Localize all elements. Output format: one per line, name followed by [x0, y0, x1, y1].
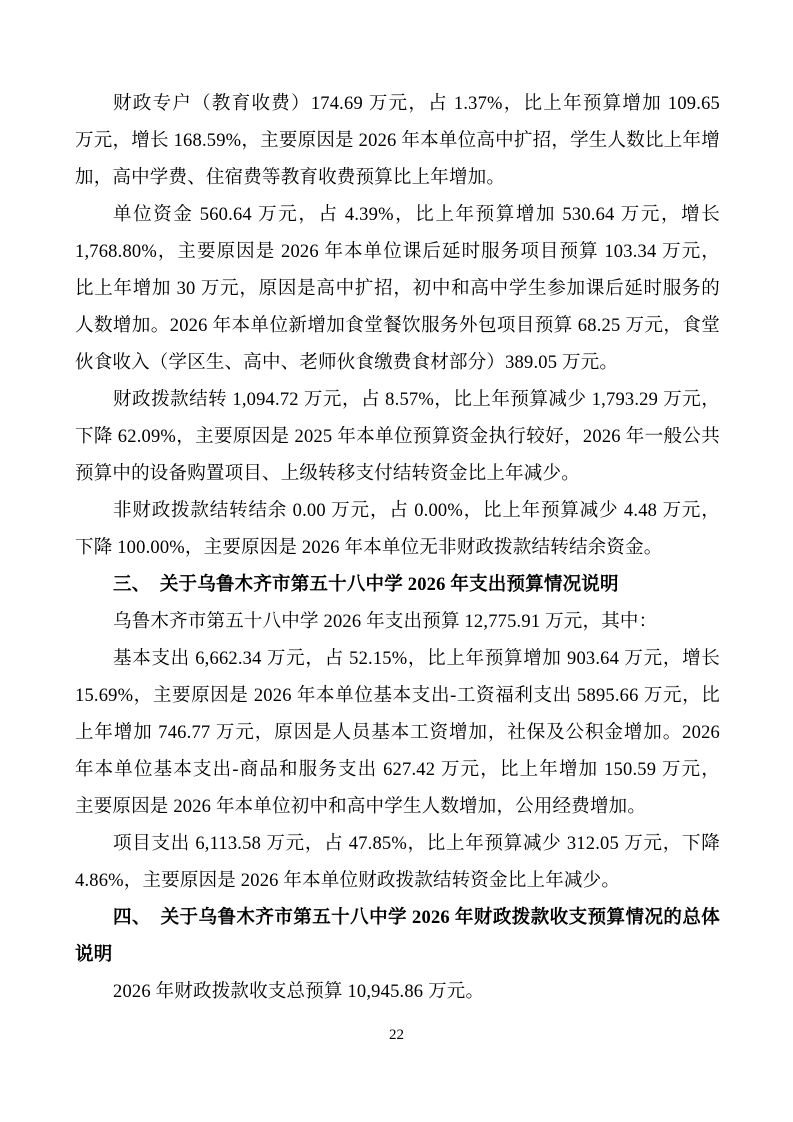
paragraph-line-para-unit-funds: 人数增加。2026 年本单位新增加食堂餐饮服务外包项目预算 68.25 万元，食堂	[75, 316, 720, 336]
section-heading-line-heading-section-4: 说明	[75, 945, 113, 965]
paragraph-line-para-unit-funds: 1,768.80%，主要原因是 2026 年本单位课后延时服务项目预算 103.34 万元，	[75, 242, 720, 262]
paragraph-line-para-basic-expenditure: 15.69%，主要原因是 2026 年本单位基本支出-工资福利支出 5895.66 万元，比	[75, 686, 720, 706]
paragraph-line-para-unit-funds: 伙食收入（学区生、高中、老师伙食缴费食材部分）389.05 万元。	[75, 353, 619, 373]
paragraph-line-para-non-fiscal-carryover: 下降 100.00%，主要原因是 2026 年本单位无非财政拨款结转结余资金。	[75, 538, 663, 558]
paragraph-line-para-fiscal-special-account: 万元，增长 168.59%，主要原因是 2026 年本单位高中扩招，学生人数比上年增	[75, 131, 720, 151]
paragraph-line-para-basic-expenditure: 基本支出 6,662.34 万元，占 52.15%，比上年预算增加 903.64 万元，增长	[113, 649, 720, 669]
paragraph-line-para-unit-funds: 单位资金 560.64 万元，占 4.39%，比上年预算增加 530.64 万元，增长	[113, 205, 720, 225]
paragraph-line-para-expenditure-total: 乌鲁木齐市第五十八中学 2026 年支出预算 12,775.91 万元，其中：	[113, 612, 658, 632]
paragraph-line-para-fiscal-special-account: 加，高中学费、住宿费等教育收费预算比上年增加。	[75, 168, 506, 188]
paragraph-line-para-basic-expenditure: 年本单位基本支出-商品和服务支出 627.42 万元，比上年增加 150.59 万元，	[75, 760, 720, 780]
section-heading-line-heading-section-3: 三、 关于乌鲁木齐市第五十八中学 2026 年支出预算情况说明	[113, 575, 619, 595]
paragraph-line-para-unit-funds: 比上年增加 30 万元，原因是高中扩招，初中和高中学生参加课后延时服务的	[75, 279, 720, 299]
paragraph-line-para-fiscal-carryover: 预算中的设备购置项目、上级转移支付结转资金比上年减少。	[75, 464, 580, 484]
page-number: 22	[389, 1027, 404, 1043]
paragraph-line-para-fiscal-carryover: 下降 62.09%，主要原因是 2025 年本单位预算资金执行较好，2026 年一般公共	[75, 427, 720, 447]
paragraph-line-para-fiscal-total-budget: 2026 年财政拨款收支总预算 10,945.86 万元。	[113, 982, 485, 1002]
paragraph-line-para-basic-expenditure: 上年增加 746.77 万元，原因是人员基本工资增加，社保及公积金增加。2026	[75, 723, 720, 743]
paragraph-line-para-fiscal-carryover: 财政拨款结转 1,094.72 万元，占 8.57%，比上年预算减少 1,793.29 万元，	[113, 390, 720, 410]
paragraph-line-para-basic-expenditure: 主要原因是 2026 年本单位初中和高中学生人数增加，公用经费增加。	[75, 797, 647, 817]
paragraph-line-para-project-expenditure: 4.86%，主要原因是 2026 年本单位财政拨款结转资金比上年减少。	[75, 871, 621, 891]
paragraph-line-para-project-expenditure: 项目支出 6,113.58 万元，占 47.85%，比上年预算减少 312.05 万元，下降	[113, 834, 720, 854]
section-heading-line-heading-section-4: 四、 关于乌鲁木齐市第五十八中学 2026 年财政拨款收支预算情况的总体	[113, 908, 720, 928]
paragraph-line-para-fiscal-special-account: 财政专户（教育收费）174.69 万元，占 1.37%，比上年预算增加 109.65	[113, 94, 720, 114]
document-content	[75, 86, 720, 1011]
paragraph-line-para-non-fiscal-carryover: 非财政拨款结转结余 0.00 万元，占 0.00%，比上年预算减少 4.48 万元，	[113, 501, 720, 521]
